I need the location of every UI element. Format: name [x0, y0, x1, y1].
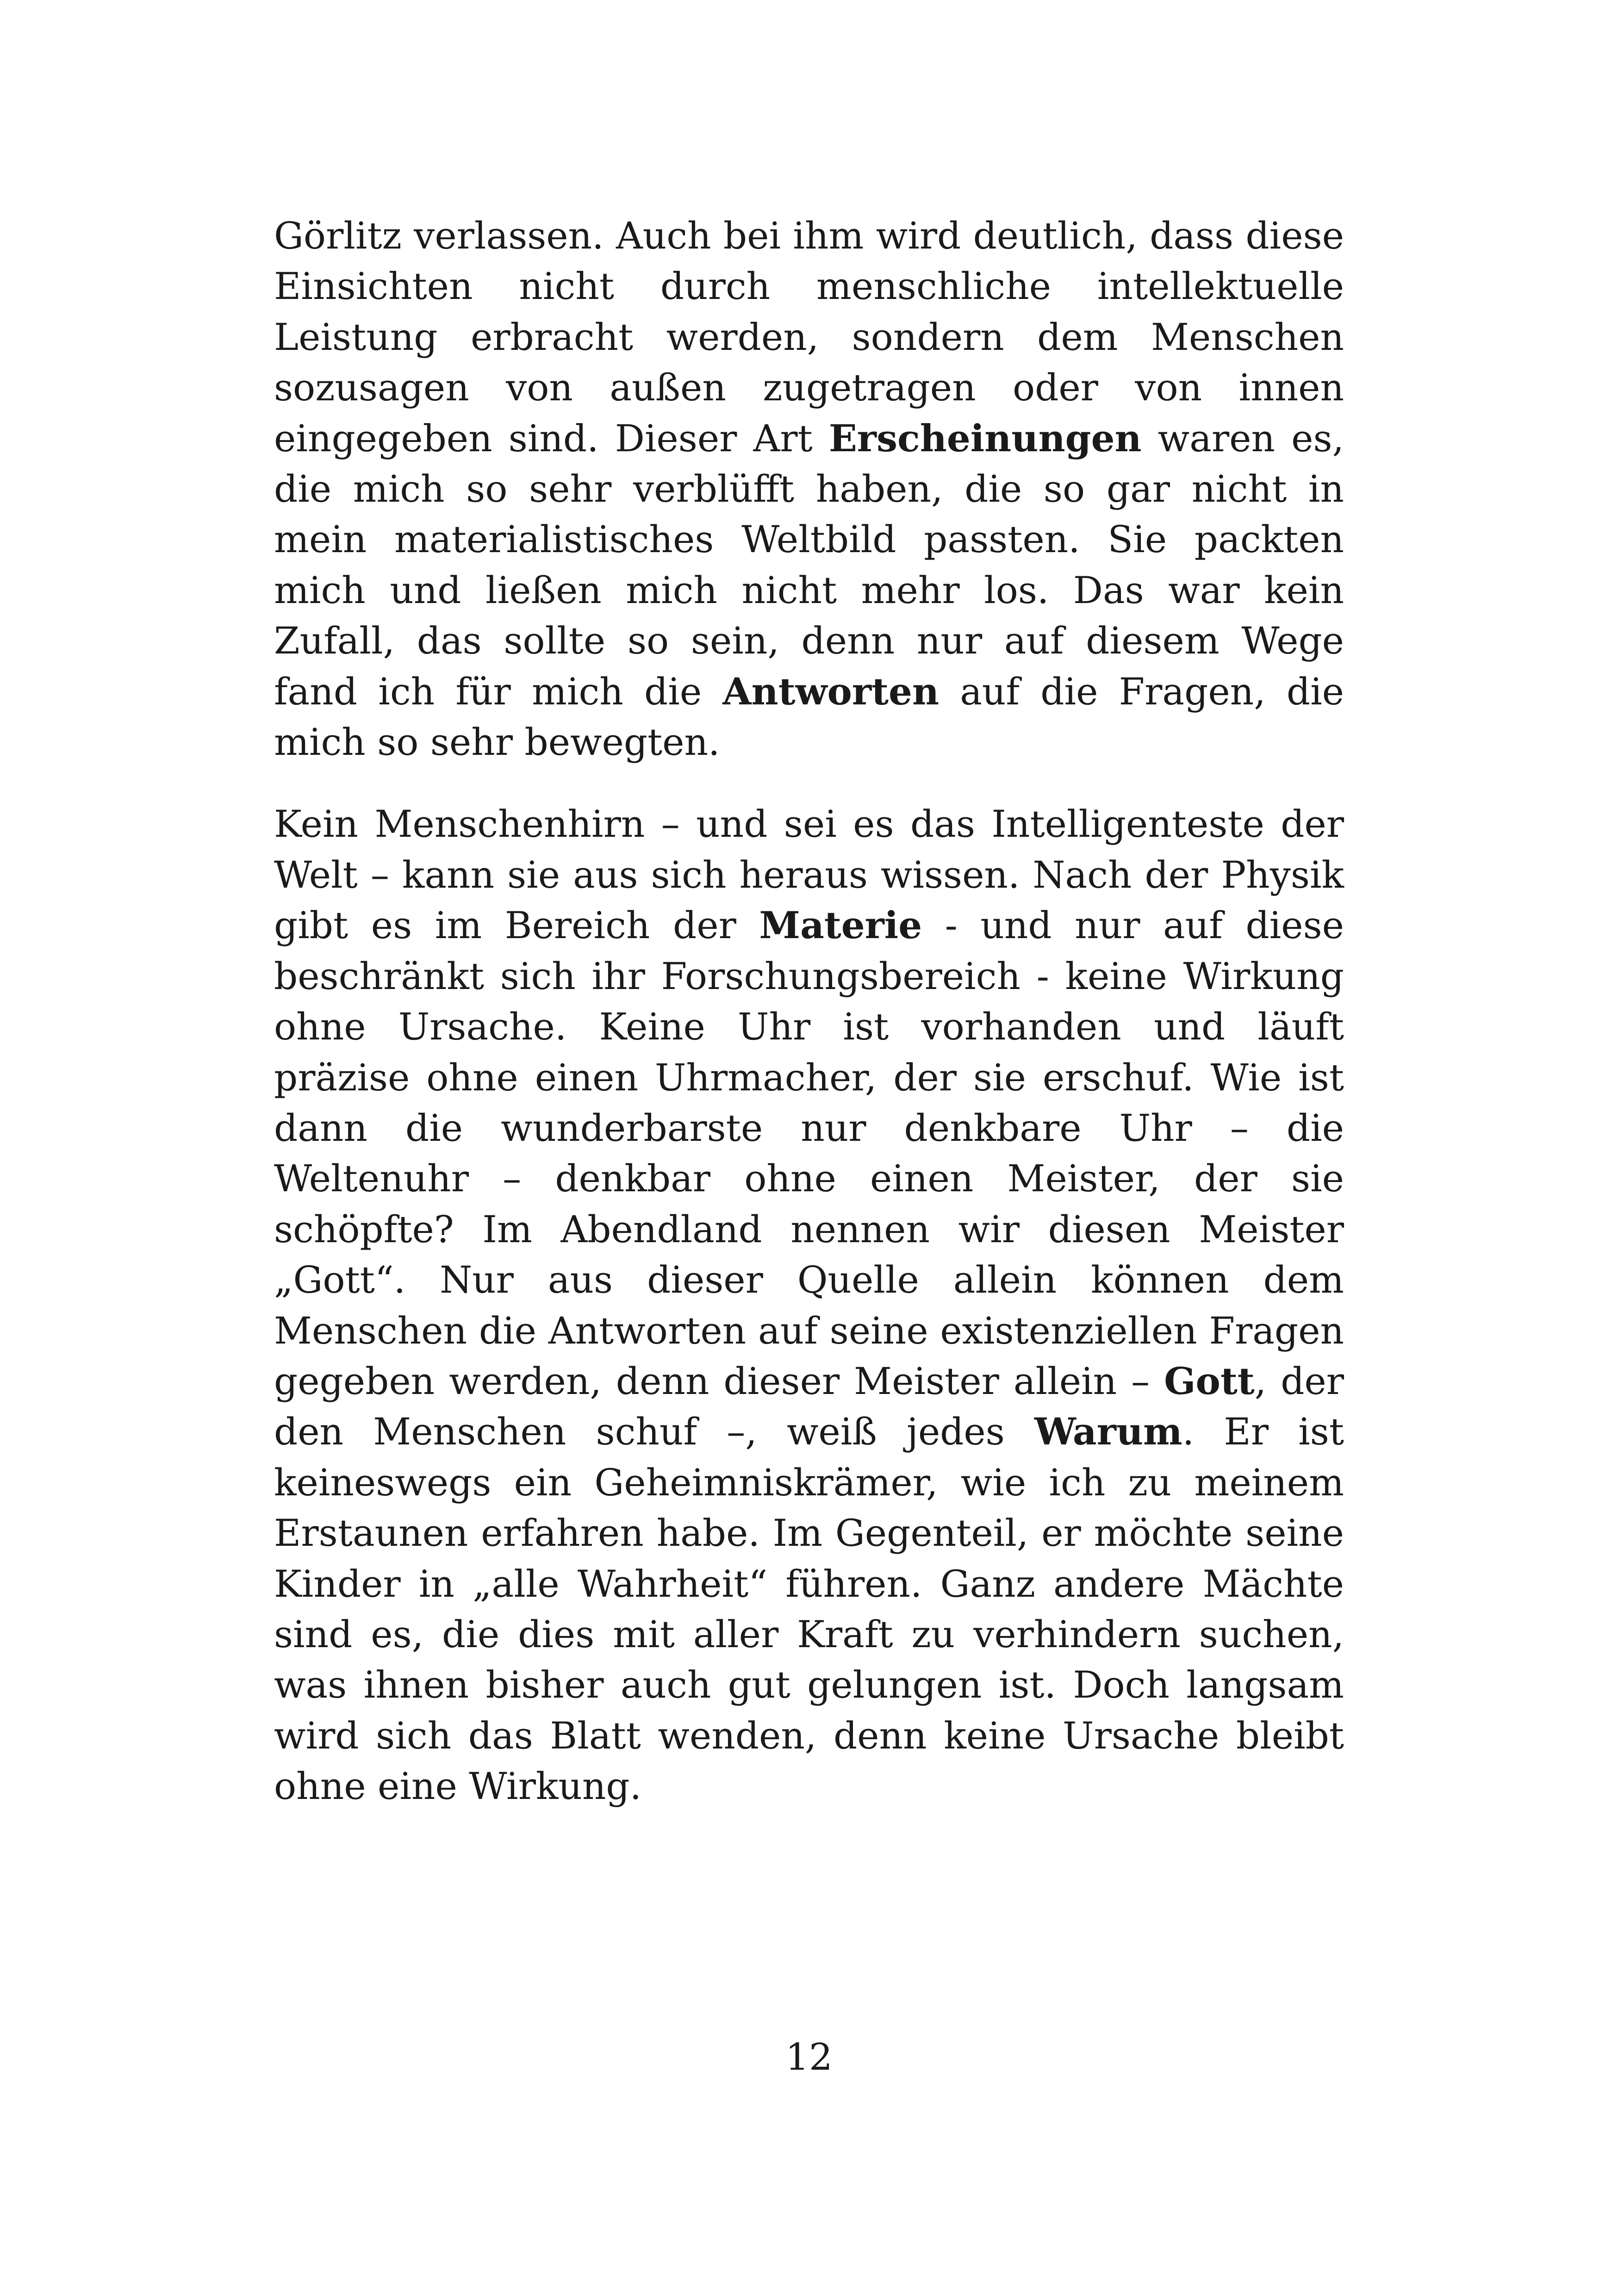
text-run: waren es, die mich so sehr verblüfft haben, die so gar nicht in mein materialistisches Weltbild passten. Sie packten mich und ließen mich nicht mehr los. Das war kein Zufall, das sollte so sein, denn nur auf diesem Wege fand ich für mich die: [274, 417, 1344, 713]
text-run: - und nur auf diese beschränkt sich ihr Forschungsbereich - keine Wirkung ohne Ursache. Keine Uhr ist vorhanden und läuft präzise ohne einen Uhrmacher, der sie erschuf. Wie ist dann die wunderbarste nur denkbare Uhr – die Weltenuhr – denkbar ohne einen Meister, der sie schöpfte? Im Abendland nennen wir diesen Meister „Gott“. Nur aus dieser Quelle allein können dem Menschen die Antworten auf seine existenziellen Fragen gegeben werden, denn dieser Meister allein –: [274, 904, 1344, 1403]
text-run: auf die Fragen, die mich so sehr bewegten.: [274, 670, 1344, 764]
text-run: Görlitz verlassen. Auch bei ihm wird deutlich, dass diese Einsichten nicht durch menschliche intellektuelle Leistung erbracht werden, sondern dem Menschen sozusagen von außen zugetragen oder von innen eingegeben sind. Dieser Art: [274, 214, 1344, 460]
bold-term-antworten: Antworten: [722, 669, 939, 713]
bold-term-warum: Warum: [1034, 1410, 1182, 1454]
bold-term-erscheinungen: Erscheinungen: [828, 416, 1142, 460]
text-run: . Er ist keineswegs ein Geheimniskrämer, wie ich zu meinem Erstaunen erfahren habe. Im Gegenteil, er möchte seine Kinder in „alle Wahrheit“ führen. Ganz andere Mächte sind es, die dies mit aller Kraft zu verhindern suchen, was ihnen bisher auch gut gelungen ist. Doch langsam wird sich das Blatt wenden, denn keine Ursache bleibt ohne eine Wirkung.: [274, 1410, 1344, 1808]
text-run: , der den Menschen schuf –, weiß jedes: [274, 1359, 1344, 1454]
paragraph-1: [274, 211, 1344, 767]
body-text: [274, 211, 1344, 1812]
paragraph-2: [274, 799, 1344, 1811]
text-run: Kein Menschenhirn – und sei es das Intelligenteste der Welt – kann sie aus sich heraus wissen. Nach der Physik gibt es im Bereich der: [274, 803, 1344, 947]
page-number: 12: [785, 2035, 833, 2078]
bold-term-materie: Materie: [759, 903, 922, 947]
bold-term-gott: Gott: [1164, 1359, 1255, 1403]
